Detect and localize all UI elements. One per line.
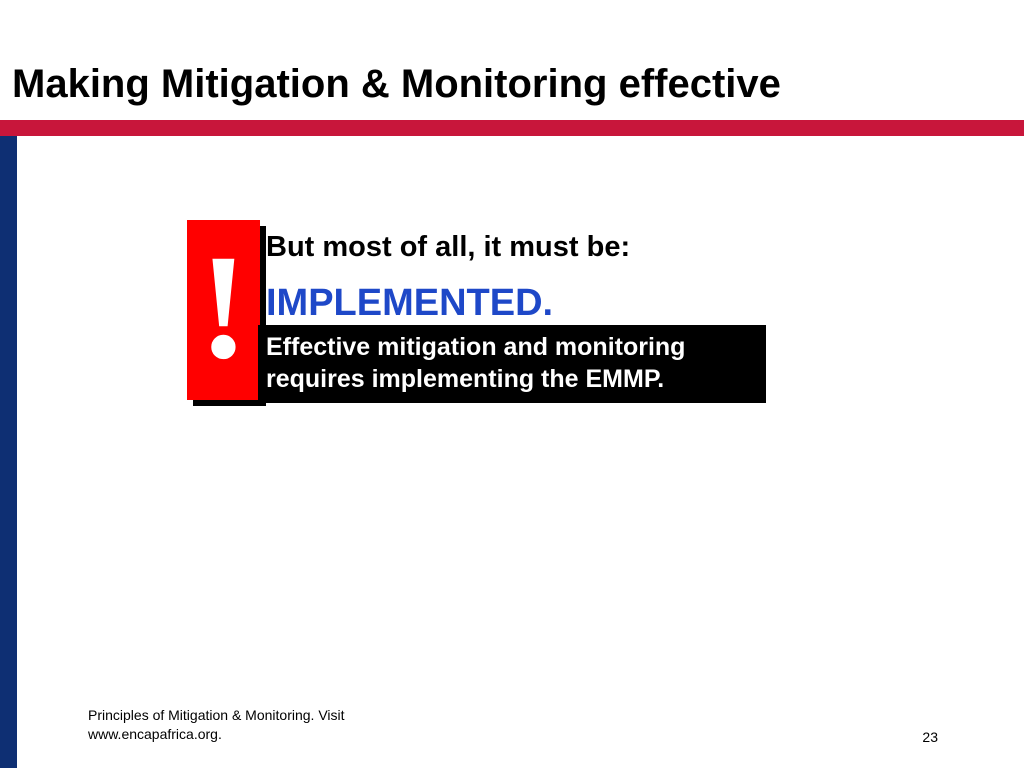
footer-source [88, 706, 345, 744]
emphasis-text: IMPLEMENTED. [266, 282, 554, 324]
callout-box [258, 325, 766, 403]
left-sidebar-bar [0, 136, 17, 768]
callout-line-1: Effective mitigation and monitoring [266, 333, 686, 361]
footer-line-2: www.encapafrica.org. [88, 726, 222, 742]
callout-line-2: requires implementing the EMMP. [266, 365, 665, 393]
exclamation-icon: ! [198, 224, 249, 390]
slide-title: Making Mitigation & Monitoring effective [12, 62, 781, 106]
title-divider-rule [0, 120, 1024, 136]
lead-text: But most of all, it must be: [266, 231, 631, 263]
footer-line-1: Principles of Mitigation & Monitoring. Visit [88, 707, 345, 723]
page-number: 23 [922, 729, 938, 745]
